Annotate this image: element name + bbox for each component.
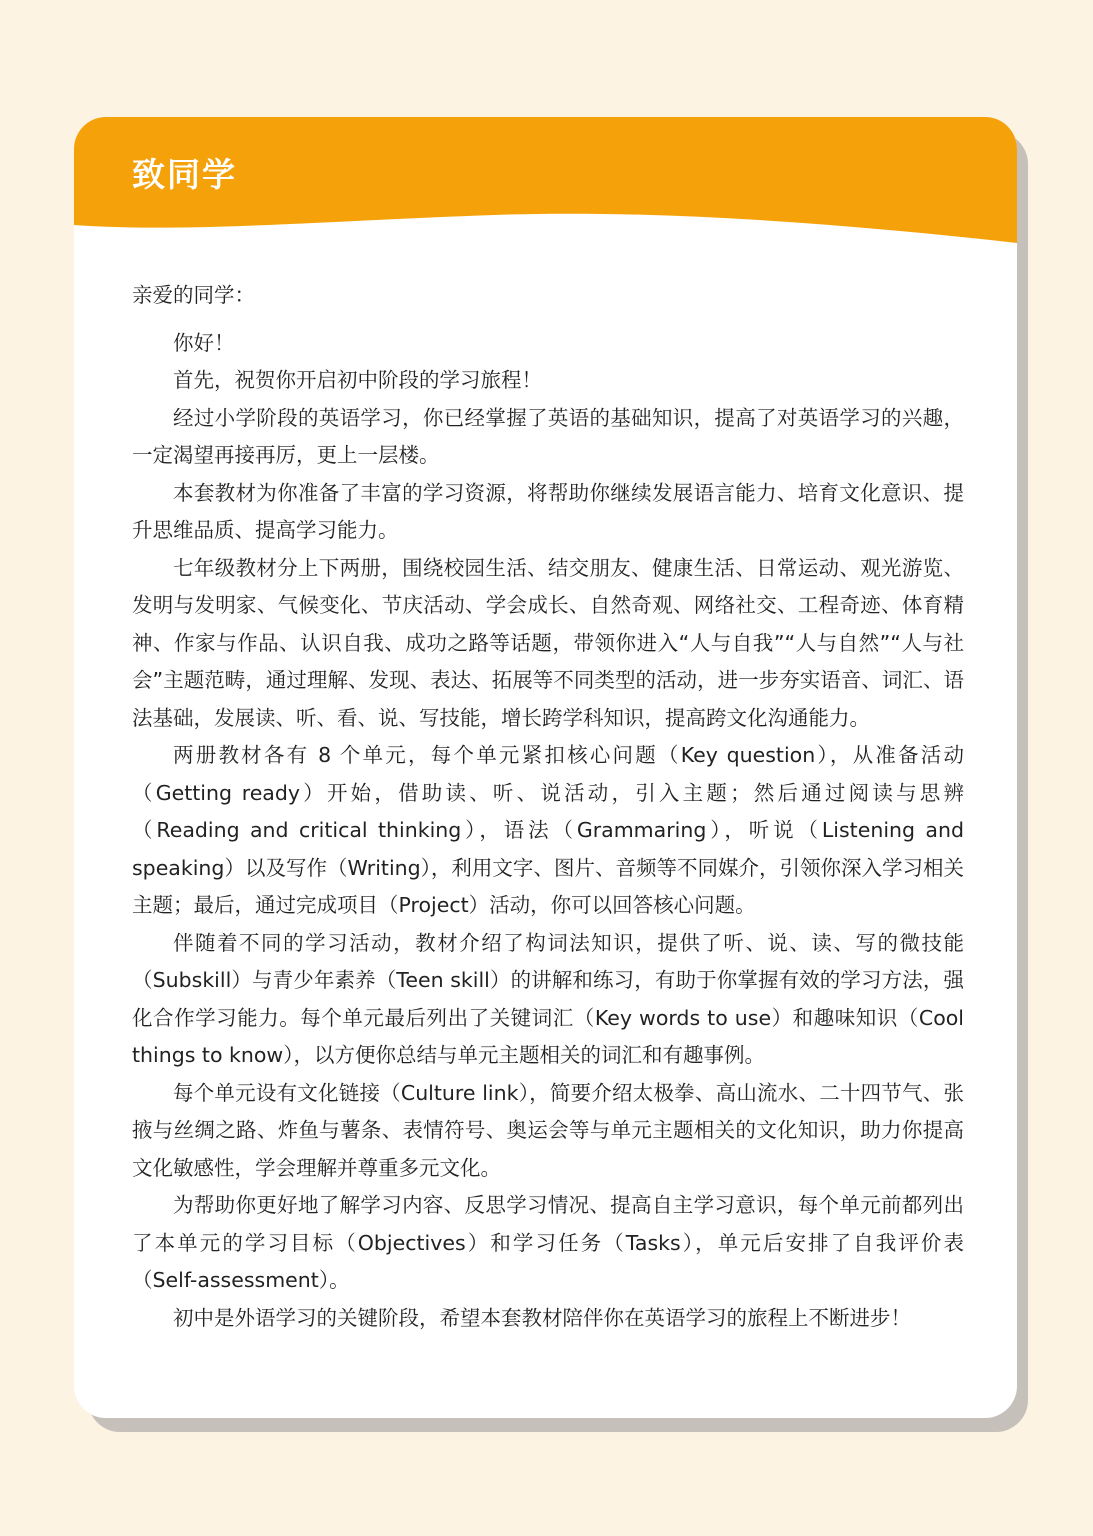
paragraph: 伴随着不同的学习活动，教材介绍了构词法知识，提供了听、说、读、写的微技能（Subskill）与青少年素养（Teen skill）的讲解和练习，有助于你掌握有效的学习方法，强化合作学习能力。每个单元最后列出了关键词汇（Key words to use）和趣味知识（Cool things to know），以方便你总结与单元主题相关的词汇和有趣事例。 xyxy=(132,930,964,1067)
salutation: 亲爱的同学： xyxy=(132,283,255,307)
paragraph: 为帮助你更好地了解学习内容、反思学习情况、提高自主学习意识，每个单元前都列出了本单元的学习目标（Objectives）和学习任务（Tasks），单元后安排了自我评价表（Self-assessment）。 xyxy=(132,1193,964,1292)
title-banner xyxy=(74,117,1017,257)
paragraph: 首先，祝贺你开启初中阶段的学习旅程！ xyxy=(173,368,542,392)
paragraph: 经过小学阶段的英语学习，你已经掌握了英语的基础知识，提高了对英语学习的兴趣，一定渴望再接再厉，更上一层楼。 xyxy=(132,405,964,467)
paragraph: 本套教材为你准备了丰富的学习资源，将帮助你继续发展语言能力、培育文化意识、提升思维品质、提高学习能力。 xyxy=(132,480,964,542)
paragraph: 每个单元设有文化链接（Culture link），简要介绍太极拳、高山流水、二十四节气、张掖与丝绸之路、炸鱼与薯条、表情符号、奥运会等与单元主题相关的文化知识，助力你提高文化敏感性，学会理解并尊重多元文化。 xyxy=(132,1080,964,1180)
page-title: 致同学 xyxy=(132,155,237,194)
paragraph: 你好！ xyxy=(173,330,235,355)
paragraph: 七年级教材分上下两册，围绕校园生活、结交朋友、健康生活、日常运动、观光游览、发明与发明家、气候变化、节庆活动、学会成长、自然奇观、网络社交、工程奇迹、体育精神、作家与作品、认识自我、成功之路等话题，带领你进入“人与自我”“人与自然”“人与社会”主题范畴，通过理解、发现、表达、拓展等不同类型的活动，进一步夯实语音、词汇、语法基础，发展读、听、看、说、写技能，增长跨学科知识，提高跨文化沟通能力。 xyxy=(132,555,964,730)
letter-body xyxy=(132,277,964,1337)
paragraph: 两册教材各有 8 个单元，每个单元紧扣核心问题（Key question），从准备活动（Getting ready）开始，借助读、听、说活动，引入主题；然后通过阅读与思辨（Reading and critical thinking），语法（Grammaring），听说（Listening and speaking）以及写作（Writing），利用文字、图片、音频等不同媒介，引领你深入学习相关主题；最后，通过完成项目（Project）活动，你可以回答核心问题。 xyxy=(132,743,964,917)
letter-card xyxy=(74,117,1017,1418)
paragraph: 初中是外语学习的关键阶段，希望本套教材陪伴你在英语学习的旅程上不断进步！ xyxy=(173,1305,911,1330)
